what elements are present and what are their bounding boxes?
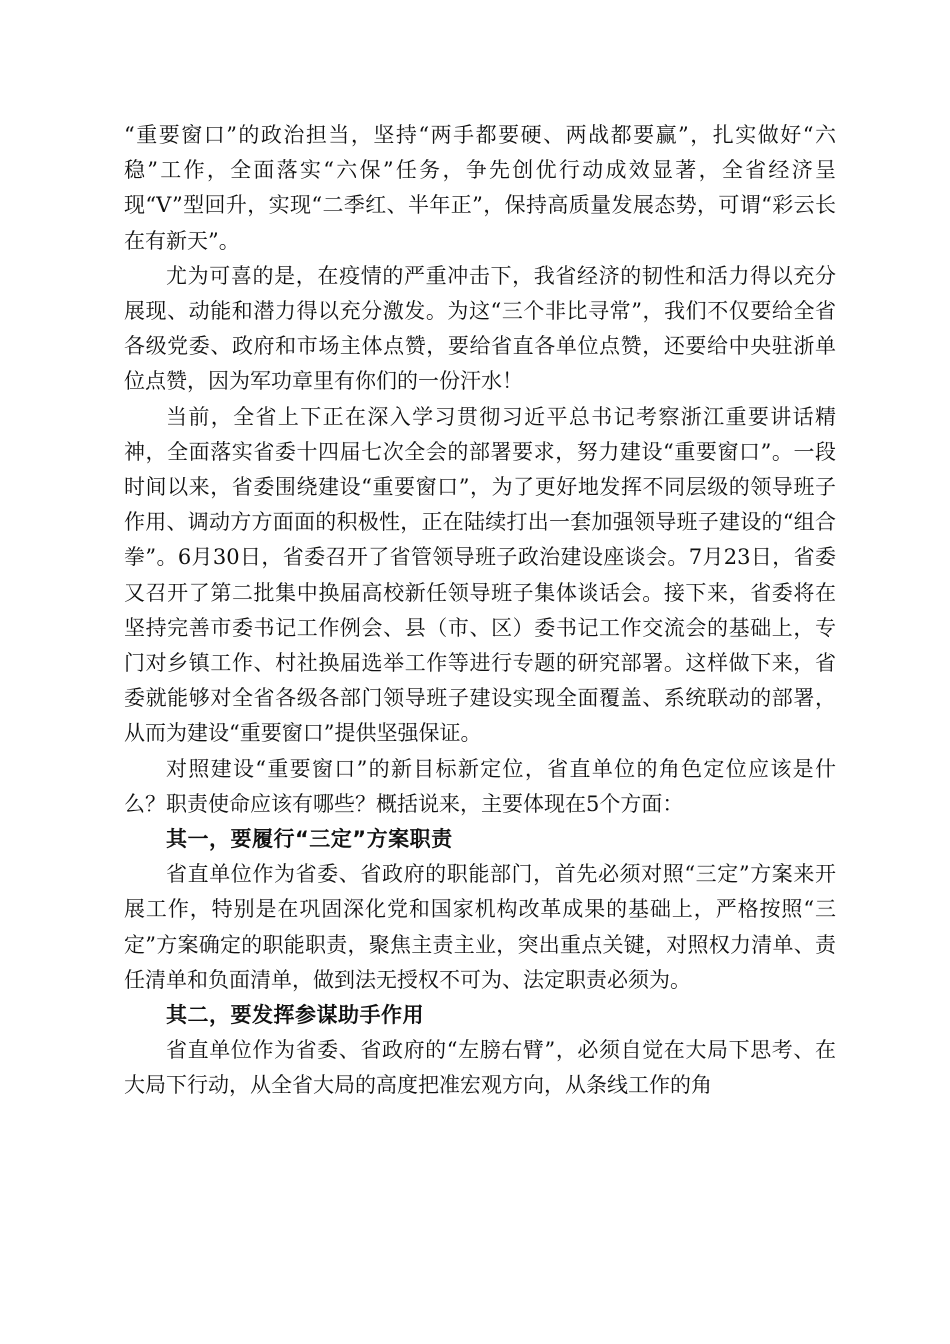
paragraph-continuation: “重要窗口”的政治担当，坚持“两手都要硬、两战都要赢”，扎实做好“六稳”工作，全面落实“六保”任务，争先创优行动成效显著，全省经济呈现“V”型回升，实现“二季红、半年正”，保持高质量发展态势，可谓“彩云长在有新天”。 <box>124 123 836 253</box>
paragraph-leadership-building: 当前，全省上下正在深入学习贯彻习近平总书记考察浙江重要讲话精神，全面落实省委十四届七次全会的部署要求，努力建设“重要窗口”。一段时间以来，省委围绕建设“重要窗口”，为了更好地发挥不同层级的领导班子作用、调动方方面面的积极性，正在陆续打出一套加强领导班子建设的“组合拳”。6月30日，省委召开了省管领导班子政治建设座谈会。7月23日，省委又召开了第二批集中换届高校新任领导班子集体谈话会。接下来，省委将在坚持完善市委书记工作例会、县（市、区）委书记工作交流会的基础上，专门对乡镇工作、村社换届选举工作等进行专题的研究部署。这样做下来，省委就能够对全省各级各部门领导班子建设实现全面覆盖、系统联动的部署，从而为建设“重要窗口”提供坚强保证。 <box>124 404 836 746</box>
paragraph-three-determinations: 省直单位作为省委、省政府的职能部门，首先必须对照“三定”方案来开展工作，特别是在巩固深化党和国家机构改革成果的基础上，严格按照“三定”方案确定的职能职责，聚焦主责主业，突出重点关键，对照权力清单、责任清单和负面清单，做到法无授权不可为、法定职责必须为。 <box>124 862 836 992</box>
document-page <box>124 118 836 1104</box>
section-heading-two: 其二，要发挥参谋助手作用 <box>166 1003 424 1028</box>
paragraph-advisory-role: 省直单位作为省委、省政府的“左膀右臂”，必须自觉在大局下思考、在大局下行动，从全省大局的高度把准宏观方向，从条线工作的角 <box>124 1038 836 1098</box>
section-heading-one: 其一，要履行“三定”方案职责 <box>166 827 453 852</box>
paragraph-role-positioning: 对照建设“重要窗口”的新目标新定位，省直单位的角色定位应该是什么？职责使命应该有哪些？概括说来，主要体现在5个方面： <box>124 756 836 816</box>
paragraph-economic-resilience: 尤为可喜的是，在疫情的严重冲击下，我省经济的韧性和活力得以充分展现、动能和潜力得以充分激发。为这“三个非比寻常”，我们不仅要给全省各级党委、政府和市场主体点赞，要给省直各单位点赞，还要给中央驻浙单位点赞，因为军功章里有你们的一份汗水！ <box>124 263 836 394</box>
